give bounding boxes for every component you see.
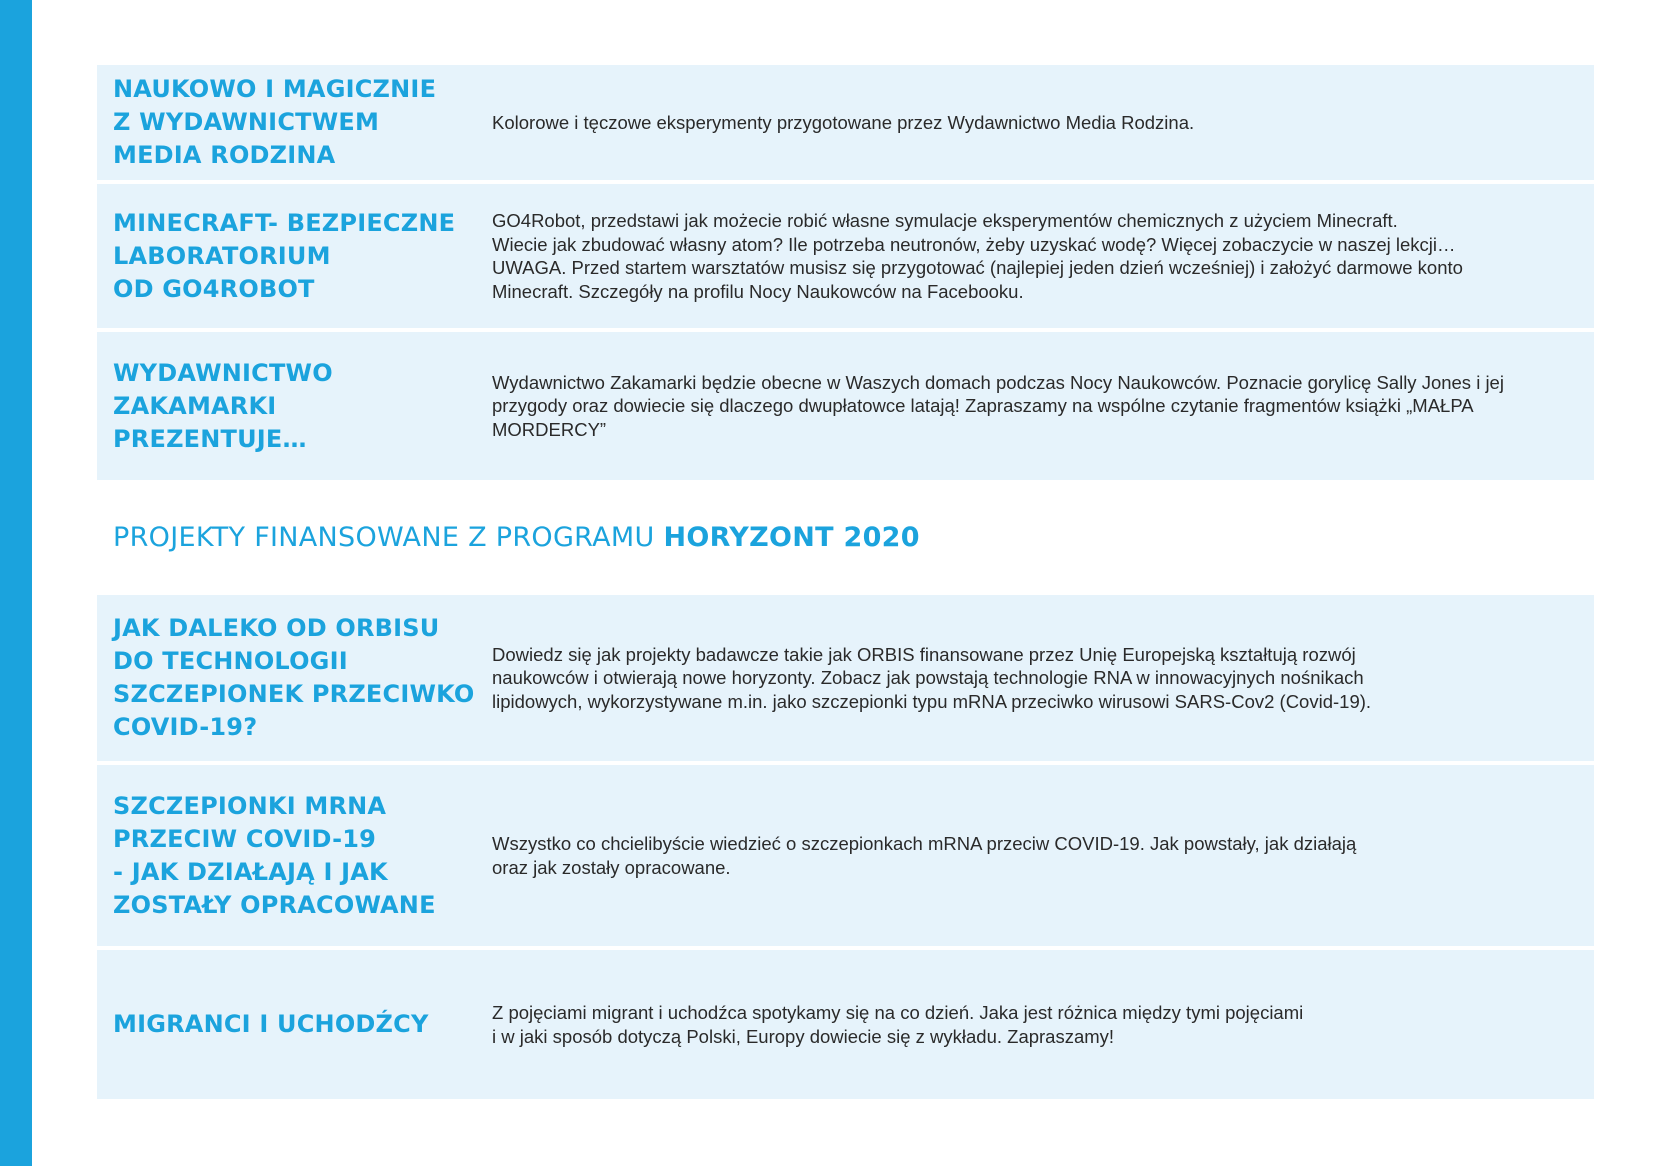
event-row bbox=[97, 184, 1594, 328]
section-heading-emphasis: HORYZONT 2020 bbox=[663, 522, 920, 553]
event-description: Z pojęciami migrant i uchodźca spotykamy się na co dzień. Jaka jest różnica między tymi pojęciami i w jaki sposób dotyczą Polski, Europy dowiecie się z wykładu. Zapraszamy! bbox=[492, 1002, 1304, 1047]
event-description: Wszystko co chcielibyście wiedzieć o szczepionkach mRNA przeciw COVID-19. Jak powstały, jak działają oraz jak zostały opracowane. bbox=[492, 833, 1357, 878]
event-description: Wydawnictwo Zakamarki będzie obecne w Waszych domach podczas Nocy Naukowców. Poznacie gorylicę Sally Jones i jej przygody oraz dowiecie się dlaczego dwupłatowce latają! Zapraszamy na wspólne czytanie fragmentów książki „MAŁPA MORDERCY” bbox=[492, 371, 1504, 440]
event-title: MINECRAFT- BEZPIECZNE LABORATORIUM OD GO4ROBOT bbox=[113, 208, 456, 303]
events-table-horizon-2020 bbox=[97, 595, 1594, 1099]
event-title: NAUKOWO I MAGICZNIE Z WYDAWNICTWEM MEDIA RODZINA bbox=[113, 75, 437, 169]
event-row bbox=[97, 595, 1594, 761]
event-row bbox=[97, 332, 1594, 480]
event-title: WYDAWNICTWO ZAKAMARKI PREZENTUJE… bbox=[113, 358, 333, 453]
event-row bbox=[97, 950, 1594, 1099]
event-title: SZCZEPIONKI MRNA PRZECIW COVID-19 - JAK DZIAŁAJĄ I JAK ZOSTAŁY OPRACOWANE bbox=[113, 791, 436, 919]
section-heading-prefix: PROJEKTY FINANSOWANE Z PROGRAMU bbox=[113, 522, 664, 553]
event-row bbox=[97, 765, 1594, 946]
section-heading bbox=[113, 520, 920, 556]
event-title: MIGRANCI I UCHODŹCY bbox=[113, 1010, 429, 1038]
event-description: Dowiedz się jak projekty badawcze takie jak ORBIS finansowane przez Unię Europejską kształtują rozwój naukowców i otwierają nowe horyzonty. Zobacz jak powstają technologie RNA w innowacyjnych nośnikach lipidowych, wykorzystywane m.in. jako szczepionki typu mRNA przeciwko wirusowi SARS-Cov2 (Covid-19). bbox=[492, 643, 1372, 712]
event-title: JAK DALEKO OD ORBISU DO TECHNOLOGII SZCZEPIONEK PRZECIWKO COVID-19? bbox=[113, 614, 475, 741]
event-description: Kolorowe i tęczowe eksperymenty przygotowane przez Wydawnictwo Media Rodzina. bbox=[492, 111, 1195, 133]
event-description: GO4Robot, przedstawi jak możecie robić własne symulacje eksperymentów chemicznych z użyciem Minecraft. Wiecie jak zbudować własny atom? Ile potrzeba neutronów, żeby uzyskać wodę? Więcej zobaczycie w naszej lekcji… UWAGA. Przed startem warsztatów musisz się przygotować (najlepiej jeden dzień wcześniej) i założyć darmowe konto Minecraft. Szczegóły na profilu Nocy Naukowców na Facebooku. bbox=[492, 210, 1463, 302]
event-row bbox=[97, 65, 1594, 180]
side-accent-stripe bbox=[0, 0, 32, 1166]
events-table-top bbox=[97, 65, 1594, 480]
